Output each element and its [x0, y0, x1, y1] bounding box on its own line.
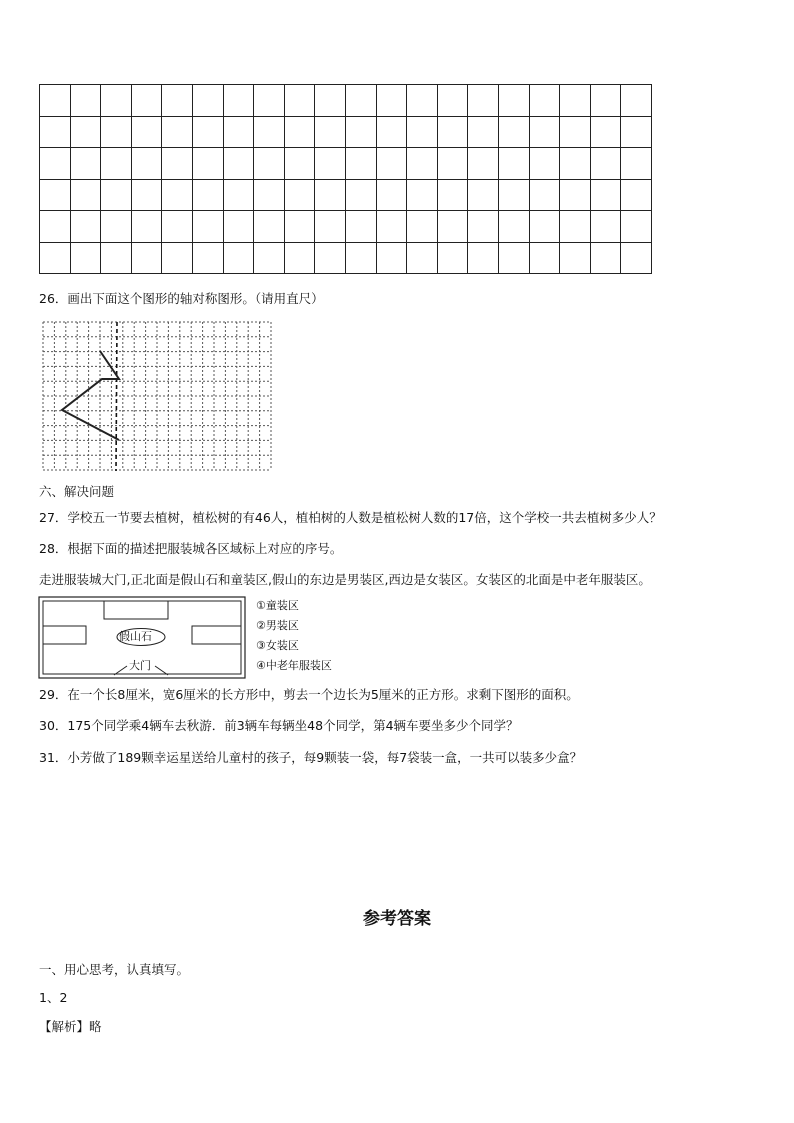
- grid-cell: [315, 211, 346, 243]
- grid-row: [40, 116, 652, 148]
- grid-cell: [590, 211, 621, 243]
- grid-cell: [376, 211, 407, 243]
- practice-grid: [39, 84, 652, 274]
- clothing-mall-map: [38, 596, 248, 684]
- grid-cell: [498, 116, 529, 148]
- grid-cell: [101, 116, 132, 148]
- grid-cell: [376, 85, 407, 117]
- grid-cell: [560, 179, 591, 211]
- grid-cell: [437, 148, 468, 180]
- grid-cell: [468, 116, 499, 148]
- grid-cell: [529, 148, 560, 180]
- answer-item-1: 1、2: [39, 990, 68, 1005]
- grid-cell: [437, 211, 468, 243]
- grid-cell: [254, 242, 285, 274]
- grid-cell: [131, 242, 162, 274]
- grid-cell: [345, 116, 376, 148]
- grid-cell: [315, 242, 346, 274]
- grid-cell: [70, 179, 101, 211]
- grid-row: [40, 85, 652, 117]
- grid-cell: [254, 148, 285, 180]
- grid-cell: [621, 211, 652, 243]
- grid-cell: [621, 179, 652, 211]
- grid-cell: [560, 148, 591, 180]
- grid-cell: [345, 148, 376, 180]
- grid-cell: [223, 148, 254, 180]
- zone-options: [256, 598, 332, 674]
- grid-cell: [315, 179, 346, 211]
- grid-cell: [376, 148, 407, 180]
- grid-cell: [560, 85, 591, 117]
- grid-cell: [223, 242, 254, 274]
- grid-cell: [284, 148, 315, 180]
- question-28: 28．根据下面的描述把服装城各区域标上对应的序号。: [39, 541, 343, 556]
- grid-row: [40, 179, 652, 211]
- grid-cell: [590, 242, 621, 274]
- question-30: 30．175个同学乘4辆车去秋游．前3辆车每辆坐48个同学，第4辆车要坐多少个同学？: [39, 718, 519, 733]
- grid-cell: [407, 116, 438, 148]
- grid-cell: [560, 211, 591, 243]
- grid-cell: [131, 179, 162, 211]
- grid-cell: [498, 179, 529, 211]
- grid-row: [40, 148, 652, 180]
- grid-cell: [407, 211, 438, 243]
- grid-cell: [192, 116, 223, 148]
- grid-cell: [223, 211, 254, 243]
- grid-cell: [621, 242, 652, 274]
- grid-cell: [70, 116, 101, 148]
- grid-cell: [101, 85, 132, 117]
- grid-row: [40, 211, 652, 243]
- grid-cell: [70, 148, 101, 180]
- grid-cell: [315, 116, 346, 148]
- grid-cell: [223, 85, 254, 117]
- grid-cell: [468, 148, 499, 180]
- grid-cell: [70, 242, 101, 274]
- rockery-label: 假山石: [119, 630, 152, 643]
- question-28-description: 走进服装城大门,正北面是假山石和童装区,假山的东边是男装区,西边是女装区。女装区的北面是中老年服装区。: [39, 572, 651, 587]
- grid-cell: [468, 85, 499, 117]
- grid-cell: [376, 179, 407, 211]
- grid-cell: [162, 211, 193, 243]
- grid-cell: [40, 85, 71, 117]
- grid-cell: [131, 116, 162, 148]
- grid-cell: [254, 116, 285, 148]
- grid-cell: [315, 85, 346, 117]
- grid-cell: [376, 116, 407, 148]
- grid-cell: [590, 179, 621, 211]
- grid-cell: [192, 85, 223, 117]
- dotted-grid-figure: [40, 319, 274, 473]
- grid-cell: [223, 179, 254, 211]
- grid-cell: [560, 242, 591, 274]
- grid-cell: [345, 211, 376, 243]
- grid-cell: [376, 242, 407, 274]
- grid-cell: [468, 179, 499, 211]
- grid-cell: [621, 85, 652, 117]
- grid-cell: [101, 179, 132, 211]
- grid-cell: [498, 85, 529, 117]
- answers-section-1: 一、用心思考，认真填写。: [39, 962, 190, 977]
- question-27: 27．学校五一节要去植树，植松树的有46人，植柏树的人数是植松树人数的17倍，这个学校一共去植树多少人？: [39, 510, 662, 525]
- gate-label: 大门: [129, 659, 151, 672]
- grid-cell: [560, 116, 591, 148]
- grid-cell: [590, 148, 621, 180]
- grid-cell: [498, 148, 529, 180]
- question-26: 26．画出下面这个图形的轴对称图形。（请用直尺）: [39, 291, 324, 306]
- grid-cell: [70, 85, 101, 117]
- grid-cell: [284, 242, 315, 274]
- grid-cell: [162, 116, 193, 148]
- question-29: 29．在一个长8厘米，宽6厘米的长方形中，剪去一个边长为5厘米的正方形。求剩下图形的面积。: [39, 687, 579, 702]
- grid-cell: [345, 242, 376, 274]
- grid-cell: [590, 116, 621, 148]
- grid-cell: [162, 85, 193, 117]
- grid-cell: [162, 242, 193, 274]
- answer-analysis: 【解析】略: [39, 1019, 102, 1034]
- grid-cell: [437, 179, 468, 211]
- grid-cell: [40, 116, 71, 148]
- grid-cell: [284, 211, 315, 243]
- grid-cell: [70, 211, 101, 243]
- symmetry-figure: [40, 319, 274, 477]
- grid-cell: [529, 85, 560, 117]
- option-3: ③女装区: [256, 639, 299, 652]
- grid-cell: [192, 148, 223, 180]
- grid-cell: [407, 179, 438, 211]
- grid-row: [40, 242, 652, 274]
- grid-cell: [437, 85, 468, 117]
- grid-cell: [345, 85, 376, 117]
- grid-cell: [437, 116, 468, 148]
- grid-cell: [254, 85, 285, 117]
- grid-cell: [284, 179, 315, 211]
- grid-cell: [284, 116, 315, 148]
- grid-cell: [590, 85, 621, 117]
- grid-cell: [192, 179, 223, 211]
- east-zone: [192, 626, 241, 644]
- figure-shape: [62, 351, 119, 440]
- grid-cell: [223, 116, 254, 148]
- grid-cell: [529, 179, 560, 211]
- option-4: ④中老年服装区: [256, 659, 332, 672]
- grid-cell: [40, 242, 71, 274]
- grid-cell: [192, 211, 223, 243]
- grid-cell: [468, 242, 499, 274]
- option-1: ①童装区: [256, 599, 299, 612]
- grid-cell: [254, 211, 285, 243]
- grid-cell: [498, 211, 529, 243]
- grid-cell: [162, 148, 193, 180]
- section-6-title: 六、解决问题: [39, 484, 115, 499]
- option-2: ②男装区: [256, 619, 299, 632]
- north-zone: [104, 601, 168, 619]
- grid-cell: [407, 85, 438, 117]
- grid-cell: [621, 148, 652, 180]
- grid-cell: [101, 242, 132, 274]
- grid-cell: [529, 242, 560, 274]
- grid-cell: [40, 211, 71, 243]
- grid-cell: [529, 211, 560, 243]
- grid-cell: [621, 116, 652, 148]
- grid-cell: [407, 148, 438, 180]
- grid-cell: [315, 148, 346, 180]
- grid-cell: [437, 242, 468, 274]
- grid-cell: [468, 211, 499, 243]
- grid-cell: [131, 148, 162, 180]
- grid-cell: [131, 85, 162, 117]
- answers-title: 参考答案: [363, 909, 431, 929]
- grid-cell: [284, 85, 315, 117]
- grid-cell: [192, 242, 223, 274]
- grid-cell: [529, 116, 560, 148]
- grid-cell: [345, 179, 376, 211]
- grid-cell: [131, 211, 162, 243]
- question-31: 31．小芳做了189颗幸运星送给儿童村的孩子，每9颗装一袋，每7袋装一盒，一共可以装多少盒？: [39, 750, 583, 765]
- grid-cell: [40, 148, 71, 180]
- grid-cell: [101, 148, 132, 180]
- grid-cell: [407, 242, 438, 274]
- west-zone: [43, 626, 86, 644]
- grid-cell: [101, 211, 132, 243]
- grid-cell: [40, 179, 71, 211]
- grid-cell: [498, 242, 529, 274]
- grid-cell: [162, 179, 193, 211]
- grid-cell: [254, 179, 285, 211]
